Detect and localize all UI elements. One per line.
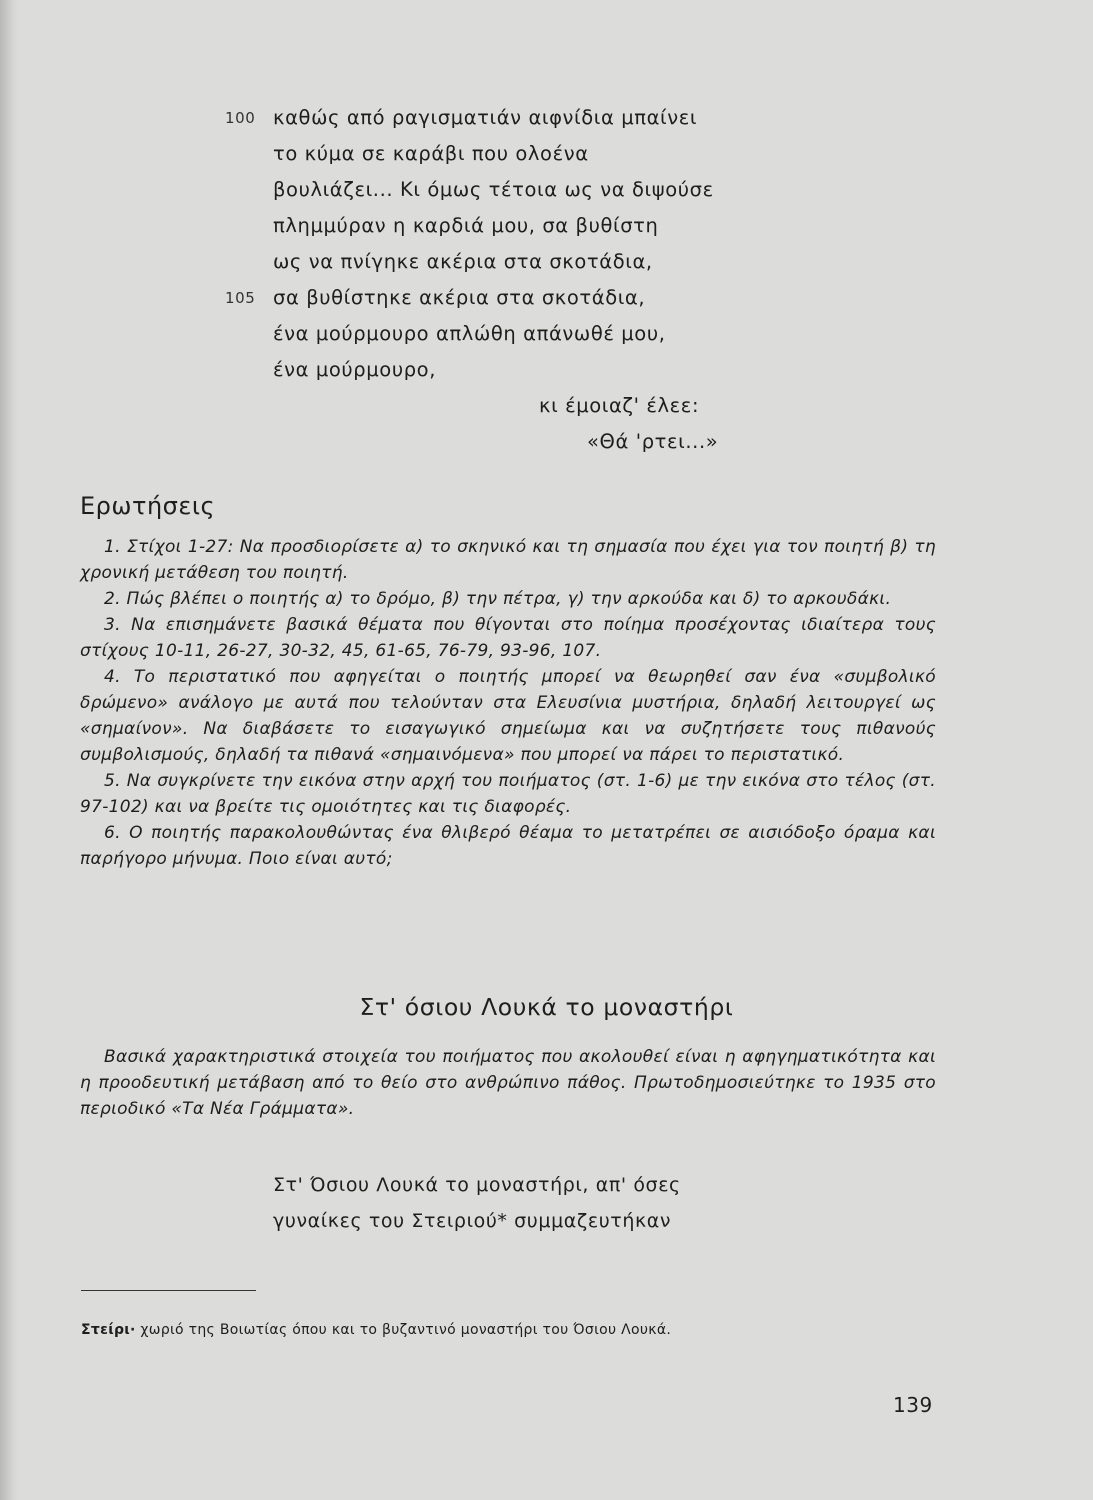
footnote-text: χωριό της Βοιωτίας όπου και το βυζαντινό μοναστήρι του Όσιου Λουκά. [135, 1322, 672, 1338]
poem-line: γυναίκες του Στειριού* συμμαζευτήκαν [273, 1210, 672, 1232]
section-title: Στ' όσιου Λουκά το μοναστήρι [359, 993, 734, 1021]
questions-heading: Ερωτήσεις [80, 492, 216, 520]
page-number: 139 [893, 1393, 933, 1417]
footnote [81, 1322, 671, 1338]
question-item: 4. Το περιστατικό που αφηγείται ο ποιητής μπορεί να θεωρηθεί σαν ένα «συμβολικό δρώμενο» ανάλογο με αυτά που τελούνταν στα Ελευσίνια μυστήρια, δηλαδή λειτουργεί ως «σημαίνον». Να διαβάσετε το εισαγωγικό σημείωμα και να συζητήσετε τους πιθανούς συμβολισμούς, δηλαδή τα πιθανά «σημαινόμενα» που μπορεί να πάρει το περιστατικό. [80, 667, 936, 765]
line-number: 105 [225, 289, 256, 307]
line-text: ένα μούρμουρο, [273, 358, 437, 381]
line-text: καθώς από ραγισματιάν αιφνίδια μπαίνει [273, 106, 698, 129]
poem-line: Στ' Όσιου Λουκά το μοναστήρι, απ' όσες [273, 1174, 681, 1196]
book-spine-shadow [0, 0, 18, 1500]
line-text: ένα μούρμουρο απλώθη απάνωθέ μου, [273, 322, 666, 345]
line-text: ως να πνίγηκε ακέρια στα σκοτάδια, [273, 250, 653, 273]
line-number: 100 [225, 109, 256, 127]
question-item: 5. Να συγκρίνετε την εικόνα στην αρχή του ποιήματος (στ. 1-6) με την εικόνα στο τέλος (στ. 97-102) και να βρείτε τις ομοιότητες και τις διαφορές. [80, 771, 936, 817]
poem-opening [273, 1167, 681, 1239]
footnote-term: Στείρι· [81, 1322, 136, 1338]
line-text: «Θά 'ρτει...» [587, 430, 719, 453]
intro-paragraph: Βασικά χαρακτηριστικά στοιχεία του ποιήματος που ακολουθεί είναι η αφηγηματικότητα και η προοδευτική μετάβαση από το θείο στο ανθρώπινο πάθος. Πρωτοδημοσιεύτηκε το 1935 στο περιοδικό «Τα Νέα Γράμματα». [80, 1047, 936, 1119]
question-item: 6. Ο ποιητής παρακολουθώντας ένα θλιβερό θέαμα το μετατρέπει σε αισιόδοξο όραμα και παρήγορο μήνυμα. Ποιο είναι αυτό; [80, 823, 936, 869]
questions-list [80, 534, 936, 872]
line-text: πλημμύραν η καρδιά μου, σα βυθίστη [273, 214, 659, 237]
footnote-divider [81, 1290, 256, 1291]
question-item: 1. Στίχοι 1-27: Να προσδιορίσετε α) το σκηνικό και τη σημασία που έχει για τον ποιητή β) τη χρονική μετάθεση του ποιητή. [80, 537, 936, 583]
line-text: σα βυθίστηκε ακέρια στα σκοτάδια, [273, 286, 646, 309]
line-text: βουλιάζει... Κι όμως τέτοια ως να διψούσε [273, 178, 714, 201]
question-item: 2. Πώς βλέπει ο ποιητής α) το δρόμο, β) την πέτρα, γ) την αρκούδα και δ) το αρκουδάκι. [104, 589, 892, 609]
question-item: 3. Να επισημάνετε βασικά θέματα που θίγονται στο ποίημα προσέχοντας ιδιαίτερα τους στίχους 10-11, 26-27, 30-32, 45, 61-65, 76-79, 93-96, 107. [80, 615, 936, 661]
line-text: το κύμα σε καράβι που ολοένα [273, 142, 589, 165]
line-text: κι έμοιαζ' έλεε: [539, 394, 700, 417]
